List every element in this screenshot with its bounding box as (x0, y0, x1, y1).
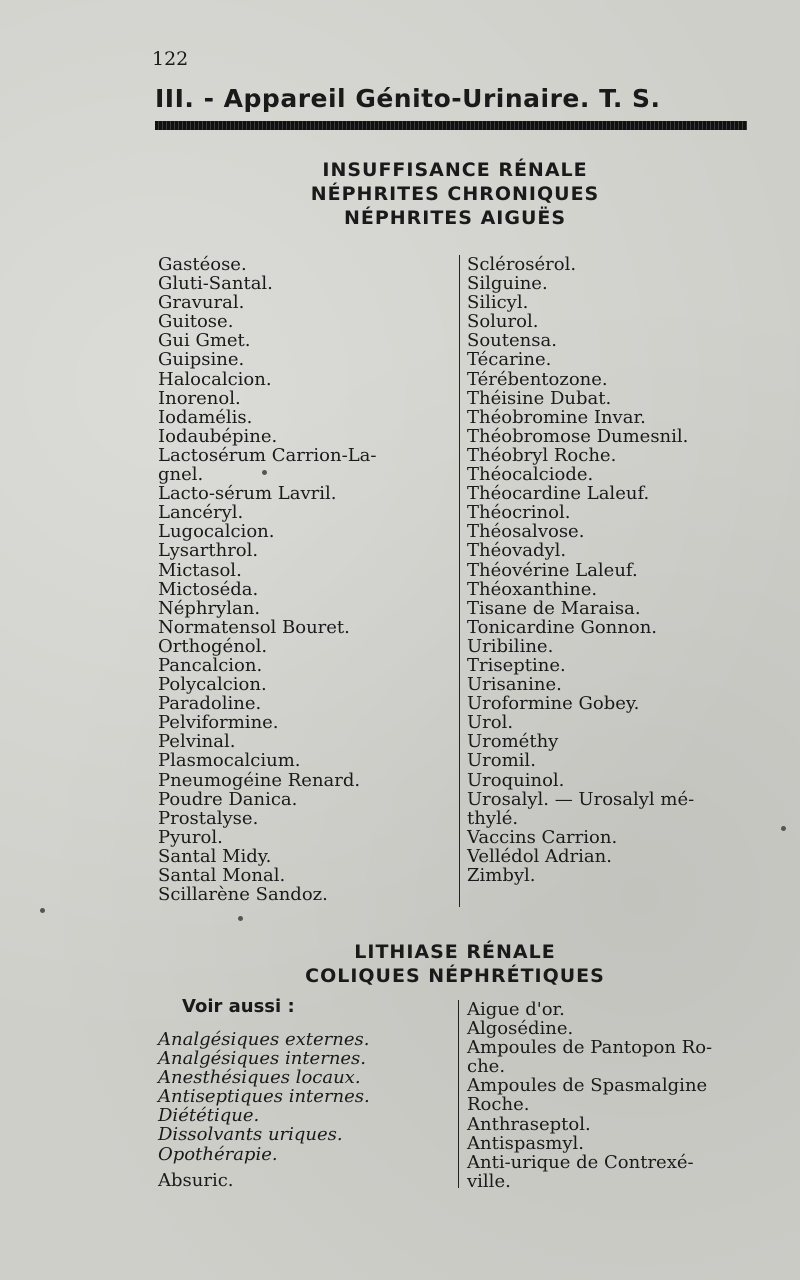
list-item: Théosalvose. (467, 521, 585, 543)
list-item: Théoxanthine. (467, 578, 598, 600)
list-item: Gluti-Santal. (158, 273, 273, 295)
list-item: Urosalyl. — Urosalyl mé- (467, 788, 695, 810)
column-divider (459, 255, 460, 907)
list-item: Théovérine Laleuf. (467, 559, 638, 581)
list-item: Pneumogéine Renard. (158, 769, 361, 791)
list-item: Santal Midy. (158, 845, 272, 867)
list-item: Lancéryl. (158, 502, 244, 524)
list-item: Lacto-sérum Lavril. (158, 483, 337, 505)
list-item: Polycalcion. (158, 674, 267, 696)
list-item: Triseptine. (467, 654, 566, 676)
list-item: Inorenol. (158, 387, 241, 409)
list-item: Anti-urique de Contrexé- (467, 1151, 694, 1173)
remedy-list-right-lithiasis (467, 1000, 712, 1191)
list-item: che. (467, 1056, 506, 1078)
list-item: Antispasmyl. (467, 1132, 585, 1154)
list-item: Urol. (467, 712, 514, 734)
list-item: Sclérosérol. (467, 254, 577, 275)
list-item: ville. (467, 1170, 511, 1192)
see-also-label: Voir aussi : (182, 996, 295, 1017)
list-item: Poudre Danica. (158, 788, 298, 810)
list-item: Pelvinal. (158, 731, 236, 753)
list-item: Pyurol. (158, 826, 223, 848)
list-item: Lactosérum Carrion-La- (158, 444, 377, 466)
list-item: Uribiline. (467, 635, 554, 657)
list-item: Guipsine. (158, 349, 245, 371)
list-item: Uromil. (467, 750, 536, 772)
list-item: Théovadyl. (467, 540, 567, 562)
list-item: Ampoules de Pantopon Ro- (467, 1037, 713, 1059)
list-item: Vaccins Carrion. (467, 826, 618, 848)
list-item: Mictoséda. (158, 578, 259, 600)
remedy-list-right (467, 255, 694, 885)
absuric-entry: Absuric. (158, 1170, 234, 1191)
list-item: Pancalcion. (158, 654, 263, 676)
list-item: Urométhy (467, 731, 559, 753)
list-item: Théobromine Invar. (467, 406, 646, 428)
list-item: Théisine Dubat. (467, 387, 612, 409)
list-item: Anthraseptol. (467, 1113, 591, 1135)
list-item: Théocardine Laleuf. (467, 483, 650, 505)
list-item: Silicyl. (467, 292, 529, 314)
list-item: Aigue d'or. (467, 999, 565, 1020)
ink-speck (262, 470, 267, 475)
list-item: Pelviformine. (158, 712, 279, 734)
list-item: Orthogénol. (158, 635, 268, 657)
column-divider (458, 1000, 459, 1188)
list-item: Vellédol Adrian. (467, 845, 612, 867)
ink-speck (238, 916, 243, 921)
list-item: Tonicardine Gonnon. (467, 616, 658, 638)
list-item: Térébentozone. (467, 368, 608, 390)
list-item: Plasmocalcium. (158, 750, 301, 772)
ink-speck (781, 826, 786, 831)
list-item: Théocrinol. (467, 502, 571, 524)
list-item: Zimbyl. (467, 865, 536, 886)
list-item: Solurol. (467, 311, 539, 333)
list-item: gnel. (158, 464, 204, 486)
list-item: Lysarthrol. (158, 540, 259, 562)
list-item: Guitose. (158, 311, 234, 333)
list-item: Gravural. (158, 292, 245, 314)
list-item: thylé. (467, 807, 519, 829)
list-item: Gastéose. (158, 254, 247, 275)
list-item: Técarine. (467, 349, 552, 371)
list-item: Uroformine Gobey. (467, 693, 640, 715)
chapter-title: III. - Appareil Génito-Urinaire. T. S. (155, 84, 661, 113)
list-item: Scillarène Sandoz. (158, 884, 328, 906)
see-also-item: Analgésiques internes. (158, 1048, 367, 1070)
heading-line: INSUFFISANCE RÉNALE (322, 159, 588, 181)
page-number: 122 (152, 48, 189, 70)
heading-line: COLIQUES NÉPHRÉTIQUES (305, 965, 605, 987)
list-item: Algosédine. (467, 1018, 574, 1040)
list-item: Théobryl Roche. (467, 444, 617, 466)
list-item: Néphrylan. (158, 597, 261, 619)
see-also-item: Dissolvants uriques. (158, 1124, 343, 1146)
list-item: Halocalcion. (158, 368, 272, 390)
see-also-list (158, 1030, 370, 1164)
section-heading-renal-insufficiency (150, 158, 760, 230)
list-item: Paradoline. (158, 693, 262, 715)
list-item: Théobromose Dumesnil. (467, 425, 689, 447)
list-item: Soutensa. (467, 330, 557, 352)
list-item: Tisane de Maraisa. (467, 597, 641, 619)
list-item: Santal Monal. (158, 865, 286, 886)
list-item: Roche. (467, 1094, 530, 1116)
list-item: Mictasol. (158, 559, 242, 581)
remedy-list-left (158, 255, 376, 904)
see-also-item: Anesthésiques locaux. (158, 1067, 361, 1089)
see-also-item: Opothérapie. (158, 1143, 278, 1165)
list-item: Silguine. (467, 273, 548, 295)
list-item: Ampoules de Spasmalgine (467, 1075, 708, 1097)
chapter-rule (155, 121, 747, 130)
see-also-item: Antiseptiques internes. (158, 1086, 370, 1108)
heading-line: NÉPHRITES CHRONIQUES (310, 183, 600, 205)
heading-line: LITHIASE RÉNALE (354, 941, 556, 963)
list-item: Urisanine. (467, 674, 562, 696)
section-heading-lithiasis (150, 940, 760, 988)
see-also-item: Diététique. (158, 1105, 260, 1127)
list-item: Iodaubépine. (158, 425, 278, 447)
heading-line: NÉPHRITES AIGUËS (343, 207, 567, 229)
list-item: Lugocalcion. (158, 521, 275, 543)
list-item: Prostalyse. (158, 807, 259, 829)
list-item: Uroquinol. (467, 769, 565, 791)
list-item: Théocalciode. (467, 464, 594, 486)
list-item: Iodamélis. (158, 406, 253, 428)
ink-speck (40, 908, 45, 913)
see-also-item: Analgésiques externes. (158, 1029, 370, 1050)
list-item: Gui Gmet. (158, 330, 251, 352)
list-item: Normatensol Bouret. (158, 616, 350, 638)
